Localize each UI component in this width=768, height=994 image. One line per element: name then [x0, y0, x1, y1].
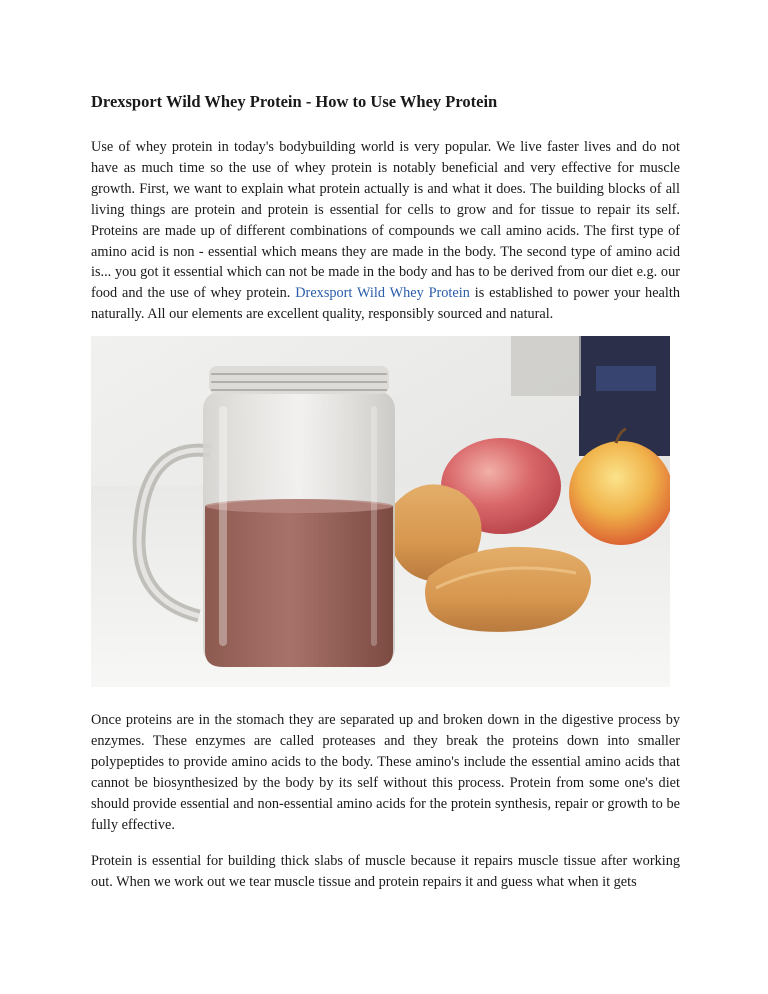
paragraph-intro-text-start: Use of whey protein in today's bodybuilding world is very popular. We live faster lives and do not have as much time so the use of whey protein is notably beneficial and very effective for muscle growth. First, we want to explain what protein actually is and what it does. The building blocks of all living things are protein and protein is essential for cells to grow and for tissue to repair its self. Proteins are made up of different combinations of compounds we call amino acids. The first type of amino acid is non - essential which means they are made in the body. The second type of amino acid is... you got it essential which can not be made in the body and has to be derived from our diet e.g. our food and the use of whey protein.: [91, 139, 680, 302]
document-title: Drexsport Wild Whey Protein - How to Use Whey Protein: [91, 92, 498, 111]
protein-shake-photo: [91, 336, 670, 687]
paragraph-intro-text-end: is established to power your health naturally. All our elements are excellent quality, responsibly sourced and natural.: [91, 285, 680, 323]
paragraph-digestion: Once proteins are in the stomach they are separated up and broken down in the digestive process by enzymes. These enzymes are called proteases and they break the proteins down into smaller polypeptides to provide amino acids to the body. These amino's include the essential amino acids that cannot be biosynthesized by the body by its self without this process. Protein from some one's diet should provide essential and non-essential amino acids for the protein synthesis, repair or growth to be fully effective.: [91, 712, 680, 833]
paragraph-intro: [91, 137, 680, 325]
paragraph-muscle: Protein is essential for building thick slabs of muscle because it repairs muscle tissue after working out. When we work out we tear muscle tissue and protein repairs it and guess what when it gets: [91, 853, 680, 890]
drexsport-product-link[interactable]: Drexsport Wild Whey Protein: [295, 285, 470, 302]
